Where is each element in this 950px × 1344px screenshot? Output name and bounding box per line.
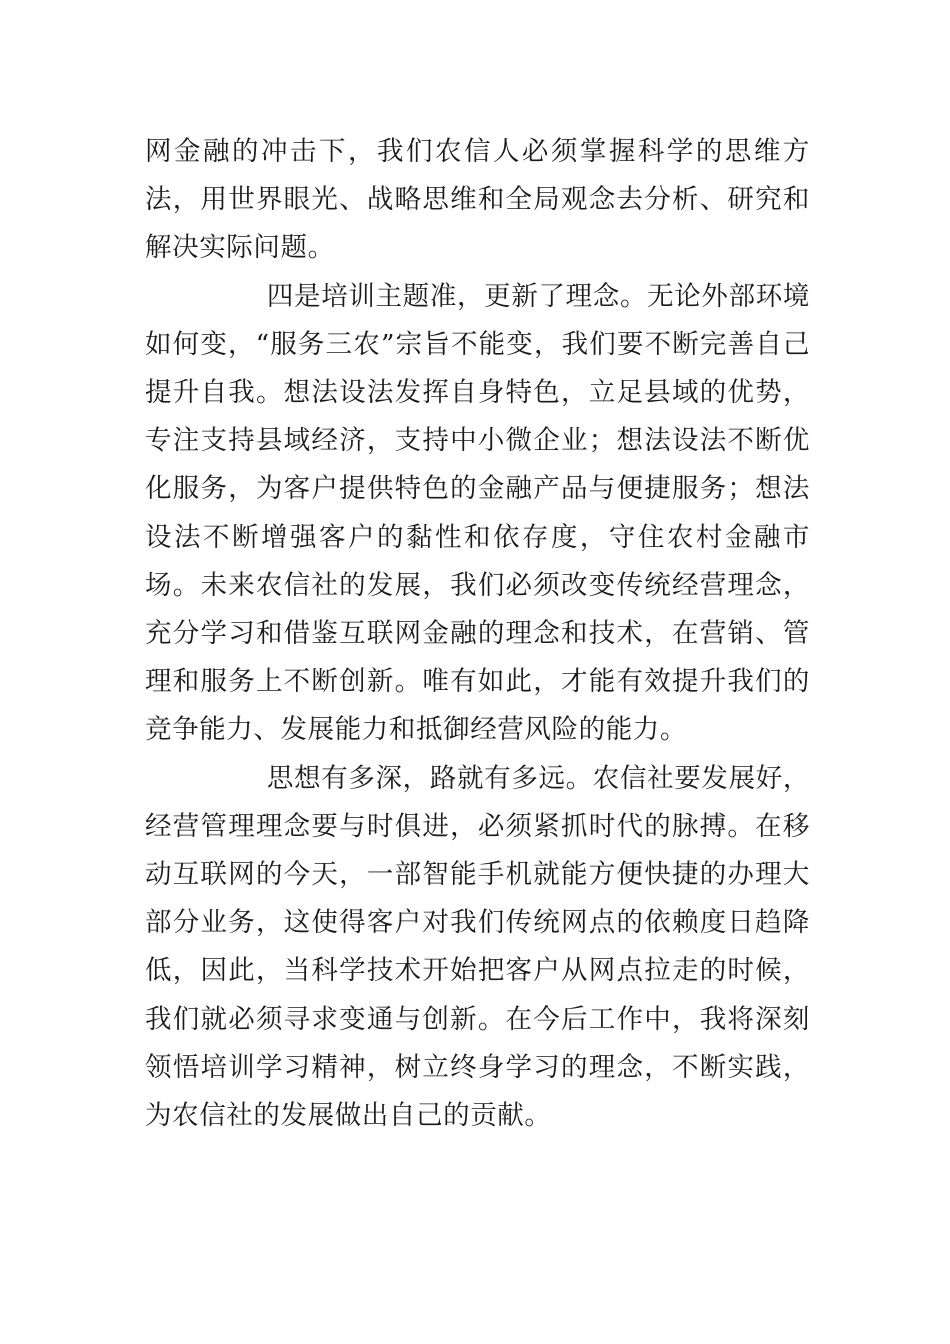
paragraph-point-four: 四是培训主题准，更新了理念。无论外部环境如何变，“服务三农”宗旨不能变，我们要不断完善自己提升自我。想法设法发挥自身特色，立足县域的优势，专注支持县域经济，支持中小微企业；想法设法不断优化服务，为客户提供特色的金融产品与便捷服务；想法设法不断增强客户的黏性和依存度，守住农村金融市场。未来农信社的发展，我们必须改变传统经营理念，充分学习和借鉴互联网金融的理念和技术，在营销、管理和服务上不断创新。唯有如此，才能有效提升我们的竞争能力、发展能力和抵御经营风险的能力。 <box>145 280 810 746</box>
paragraph-conclusion: 思想有多深，路就有多远。农信社要发展好，经营管理理念要与时俱进，必须紧抓时代的脉搏。在移动互联网的今天，一部智能手机就能方便快捷的办理大部分业务，这使得客户对我们传统网点的依赖度日趋降低，因此，当科学技术开始把客户从网点拉走的时候，我们就必须寻求变通与创新。在今后工作中，我将深刻领悟培训学习精神，树立终身学习的理念，不断实践，为农信社的发展做出自己的贡献。 <box>145 762 810 1132</box>
paragraph-continuation: 网金融的冲击下，我们农信人必须掌握科学的思维方法，用世界眼光、战略思维和全局观念去分析、研究和解决实际问题。 <box>145 136 810 264</box>
document-body <box>145 128 810 1140</box>
